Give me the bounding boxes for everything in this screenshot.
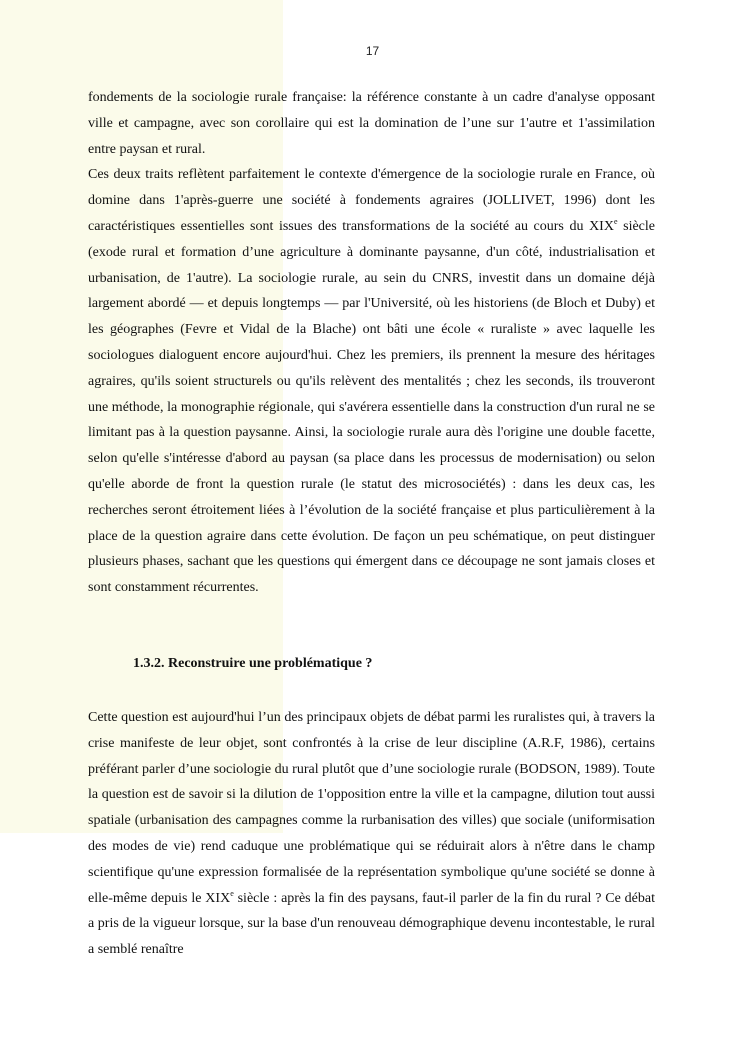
text-block-top xyxy=(88,85,655,601)
superscript-e: e xyxy=(230,888,234,898)
paragraph-2 xyxy=(88,162,655,601)
paragraph-2-part-b: siècle (exode rural et formation d’une agriculture à dominante paysanne, d'un côté, industrialisation et urbanisation, de 1'autre). La sociologie rurale, au sein du CNRS, investit dans un domaine déjà largement abordé — et depuis longtemps — par l'Université, où les historiens (de Bloch et Duby) et les géographes (Fevre et Vidal de la Blache) ont bâti une école « ruraliste » avec laquelle les sociologues dialoguent encore aujourd'hui. Chez les premiers, ils prennent la mesure des héritages agraires, qu'ils soient structurels ou qu'ils relèvent des mentalités ; chez les seconds, ils trouveront une méthode, la monographie régionale, qui s'avérera essentielle dans la construction d'un rural ne se limitant pas à la question paysanne. Ainsi, la sociologie rurale aura dès l'origine une double facette, selon qu'elle s'intéresse d'abord au paysan (sa place dans les processus de modernisation) ou selon qu'elle aborde de front la question rurale (le statut des microsociétés) : dans les deux cas, les recherches seront étroitement liées à l’évolution de la société française et plus particulièrement à la place de la question agraire dans cette évolution. De façon un peu schématique, on peut distinguer plusieurs phases, sachant que les questions qui émergent dans ce découpage ne sont jamais closes et sont constamment récurrentes. xyxy=(88,218,656,596)
superscript-e: e xyxy=(613,216,618,226)
paragraph-3 xyxy=(88,705,655,963)
paragraph-3-part-b: siècle : après la fin des paysans, faut-il parler de la fin du rural ? Ce débat a pris de la vigueur lorsque, sur la base d'un renouveau démographique devenu incontestable, le rural a semblé renaître xyxy=(88,890,655,958)
section-heading: 1.3.2. Reconstruire une problématique ? xyxy=(133,656,373,671)
text-block-bottom xyxy=(88,705,655,963)
paragraph-1: fondements de la sociologie rurale française: la référence constante à un cadre d'analyse opposant ville et campagne, avec son corollaire qui est la domination de l’une sur 1'autre et 1'assimilation entre paysan et rural. xyxy=(88,90,655,157)
paragraph-3-part-a: Cette question est aujourd'hui l’un des principaux objets de débat parmi les ruralistes qui, à travers la crise manifeste de leur objet, sont confrontés à la crise de leur discipline (A.R.F, 1986), certains préférant parler d’une sociologie du rural plutôt que d’une sociologie rurale (BODSON, 1989). Toute la question est de savoir si la dilution de 1'opposition entre la ville et la campagne, dilution tout aussi spatiale (urbanisation des campagnes comme la rurbanisation des villes) que sociale (uniformisation des modes de vie) rend caduque une problématique qui se réduirait alors à n'être dans le champ scientifique qu'une expression formalisée de la représentation symbolique qu'une société se donne à elle-même depuis le XIX xyxy=(88,710,655,906)
page-number: 17 xyxy=(365,44,380,58)
paragraph-2-part-a: Ces deux traits reflètent parfaitement le contexte d'émergence de la sociologie rurale en France, où domine dans 1'après-guerre une société à fondements agraires (JOLLIVET, 1996) dont les caractéristiques essentielles sont issues des transformations de la société au cours du XIX xyxy=(88,167,655,234)
